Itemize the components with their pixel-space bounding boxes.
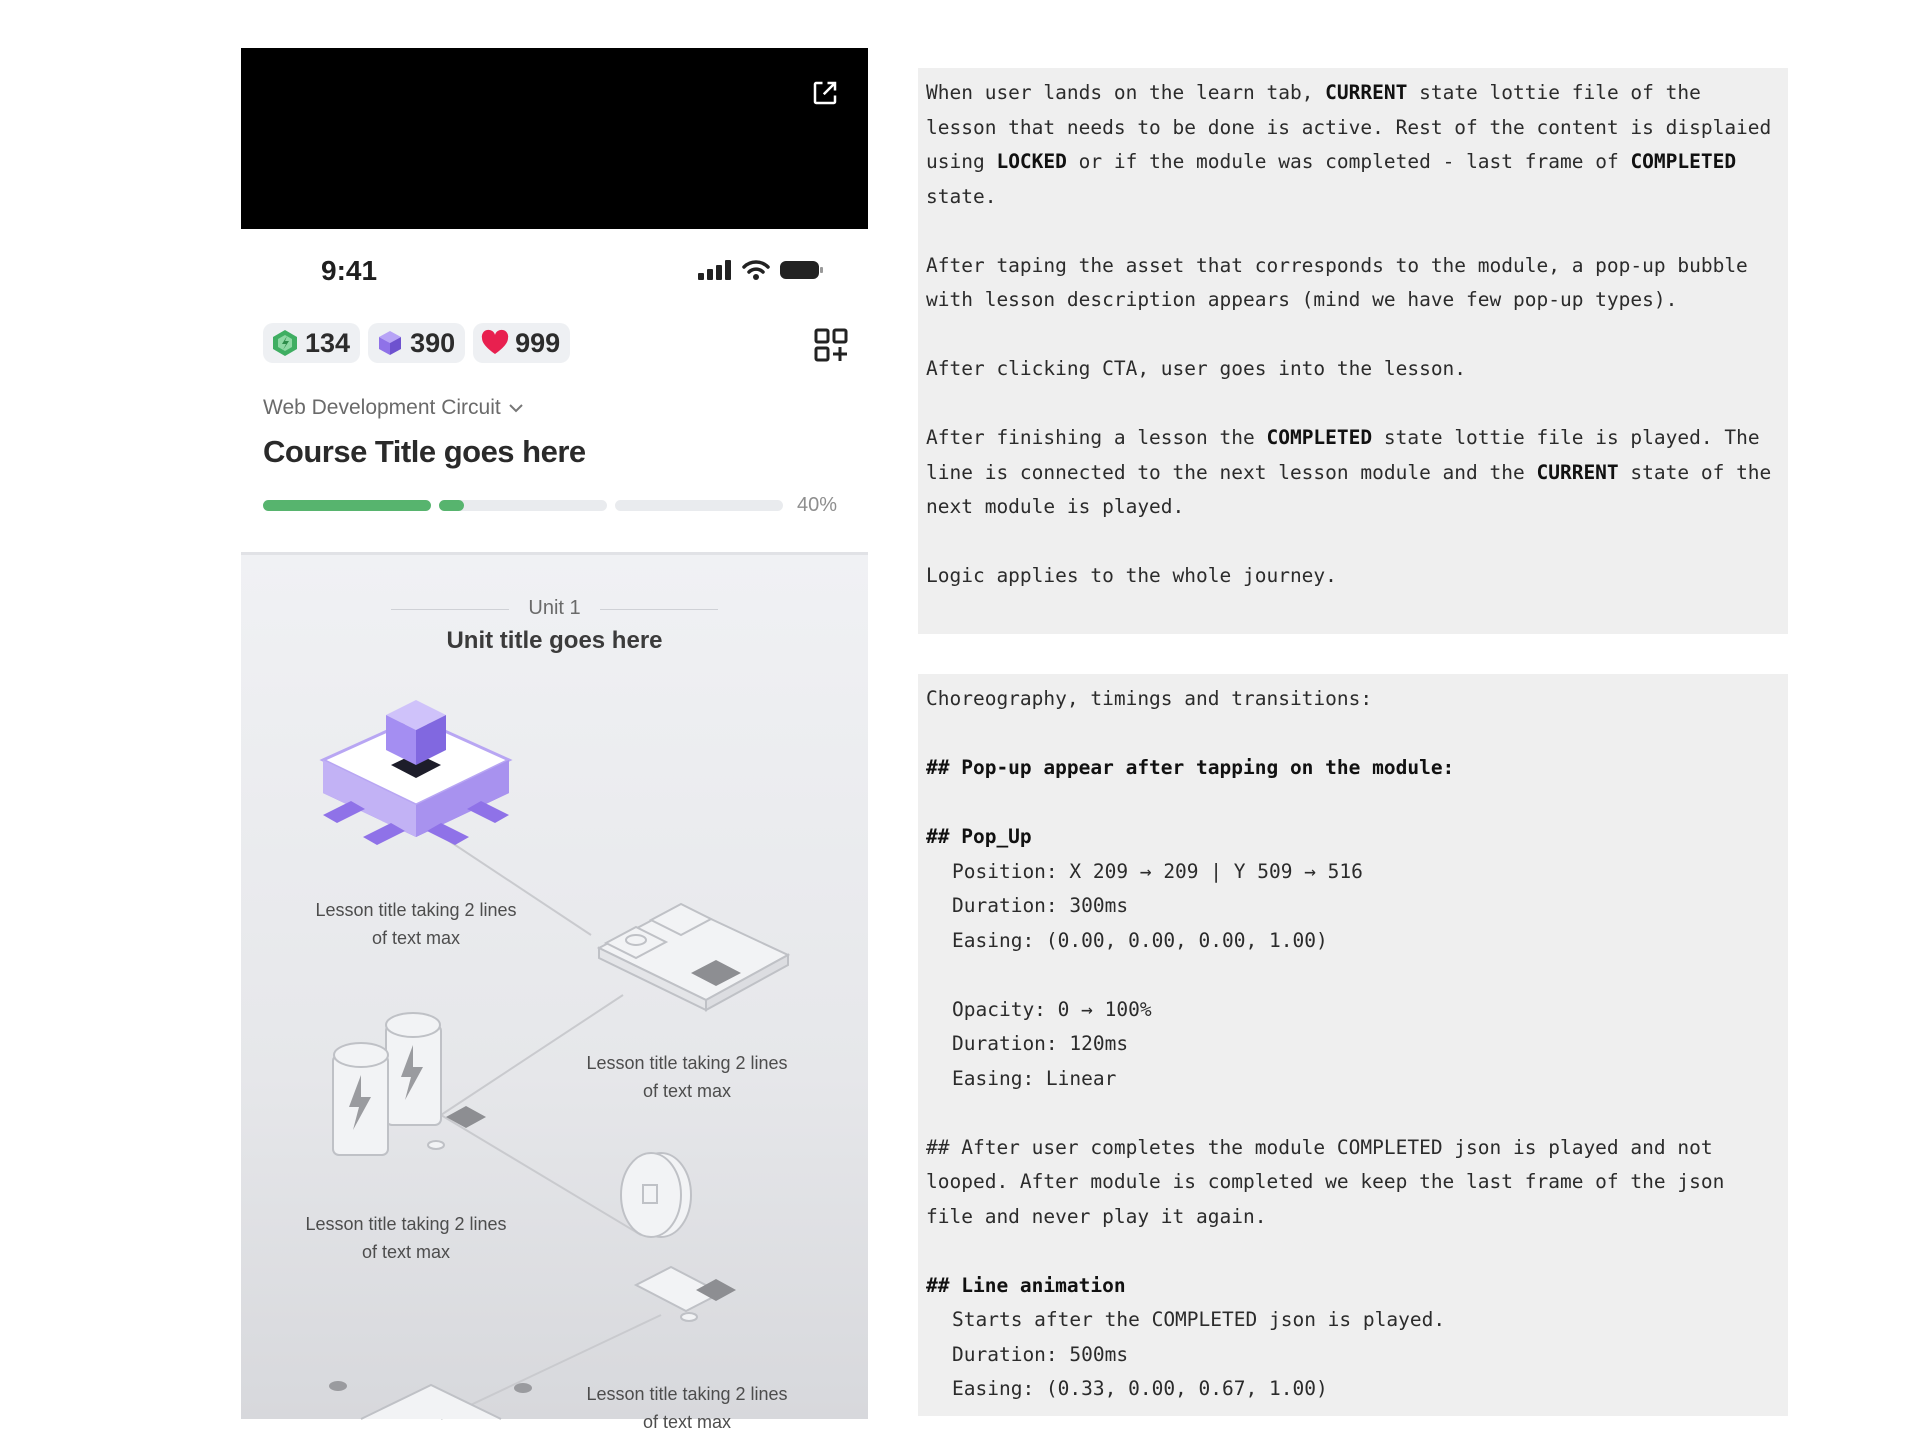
wifi-icon <box>742 259 770 281</box>
state-keyword: CURRENT <box>1325 81 1408 104</box>
lesson-node-locked[interactable] <box>329 1381 532 1419</box>
note-heading-text: ## Pop_Up <box>926 825 1032 848</box>
progress-percent: 40% <box>797 494 838 516</box>
lesson-title-2: Lesson title taking 2 lines of text max <box>586 1053 788 1101</box>
course-title: Course Title goes here <box>263 434 586 469</box>
stat-gems[interactable] <box>263 323 360 363</box>
note-text: state lottie file of the lesson that needs to be done is active. Rest of the content is displaied using <box>926 81 1784 173</box>
note-paragraph: ## After user completes the module COMPLETED json is played and not looped. After module is completed we keep the last frame of the json file and never play it again. <box>926 1135 1737 1228</box>
note-heading <box>926 820 1780 855</box>
note-line: Opacity: 0 → 100% <box>952 997 1152 1021</box>
note-paragraph: Logic applies to the whole journey. <box>926 564 1337 587</box>
purple-cube-icon <box>376 329 404 357</box>
state-keyword: COMPLETED <box>1266 426 1373 449</box>
note-paragraph: After clicking CTA, user goes into the lesson. <box>926 357 1467 380</box>
note-paragraph: After taping the asset that corresponds to the module, a pop-up bubble with lesson description appears (mind we have few pop-up types). <box>926 253 1760 311</box>
lesson-path-illustration <box>241 555 868 1419</box>
lesson-node-locked[interactable] <box>599 904 788 1010</box>
signal-icon <box>698 260 732 280</box>
note-heading-text: ## Pop-up appear after tapping on the module: <box>926 756 1455 779</box>
note-line: Duration: 300ms <box>952 894 1129 917</box>
unit-label: Unit 1 <box>528 597 581 619</box>
progress-segment <box>263 500 431 511</box>
note-heading-text: ## Line animation <box>926 1273 1126 1297</box>
grid-add-icon[interactable] <box>814 328 848 362</box>
progress-segment <box>439 500 607 511</box>
note-line: Duration: 500ms <box>952 1342 1129 1366</box>
stat-cubes-value: 390 <box>410 327 456 358</box>
note-text: After finishing a lesson the <box>926 426 1267 449</box>
note-heading <box>926 751 1780 786</box>
note-paragraph <box>926 76 1784 214</box>
note-line: Easing: Linear <box>952 1066 1117 1090</box>
state-keyword: CURRENT <box>1536 460 1619 484</box>
stat-hearts[interactable] <box>473 323 570 363</box>
note-text: state lottie file is played. The line is connected to the next lesson module and the <box>926 426 1772 484</box>
lesson-map <box>241 552 868 1432</box>
status-bar <box>241 229 868 309</box>
green-hexagon-icon <box>271 329 299 357</box>
notes-panel-choreography <box>918 674 1788 1416</box>
note-text: or if the module was completed - last frame of <box>1066 150 1631 173</box>
note-intro: Choreography, timings and transitions: <box>926 687 1373 710</box>
progress-segment <box>615 500 783 511</box>
chevron-down-icon <box>509 403 523 413</box>
lesson-node-locked[interactable] <box>333 1013 486 1155</box>
note-line: Position: X 209 → 209 | Y 509 → 516 <box>952 859 1363 883</box>
course-subtitle: Web Development Circuit <box>263 396 501 419</box>
stat-hearts-value: 999 <box>515 327 561 358</box>
note-text: When user lands on the learn tab, <box>926 81 1326 104</box>
unit-title: Unit title goes here <box>446 627 663 654</box>
external-link-icon[interactable] <box>810 78 840 108</box>
lesson-title-3: Lesson title taking 2 lines of text max <box>305 1214 507 1262</box>
lesson-node-current[interactable] <box>323 700 509 845</box>
course-selector[interactable] <box>263 396 523 420</box>
lesson-title-4: Lesson title taking 2 lines of text max <box>586 1384 788 1432</box>
lesson-node-locked[interactable] <box>621 1153 736 1321</box>
course-progress <box>263 494 837 517</box>
state-keyword: LOCKED <box>996 150 1067 173</box>
video-header <box>241 48 868 229</box>
note-line: Easing: (0.33, 0.00, 0.67, 1.00) <box>952 1377 1328 1400</box>
battery-icon <box>780 259 824 281</box>
stat-cubes[interactable] <box>368 323 465 363</box>
notes-panel-logic <box>918 68 1788 634</box>
note-paragraph <box>926 421 1784 525</box>
phone-preview <box>241 48 868 1432</box>
note-line: Starts after the COMPLETED json is played. <box>952 1308 1446 1331</box>
lesson-title-1: Lesson title taking 2 lines of text max <box>315 900 517 948</box>
stats-bar <box>263 323 570 363</box>
note-line: Duration: 120ms <box>952 1032 1129 1055</box>
stat-gems-value: 134 <box>305 327 351 358</box>
note-line: Easing: (0.00, 0.00, 0.00, 1.00) <box>952 928 1328 952</box>
state-keyword: COMPLETED <box>1630 150 1737 173</box>
heart-icon <box>481 329 509 357</box>
status-time: 9:41 <box>321 255 378 286</box>
note-heading <box>926 1269 1780 1304</box>
note-text: state. <box>926 150 1748 208</box>
note-text: state of the next module is played. <box>926 460 1784 518</box>
